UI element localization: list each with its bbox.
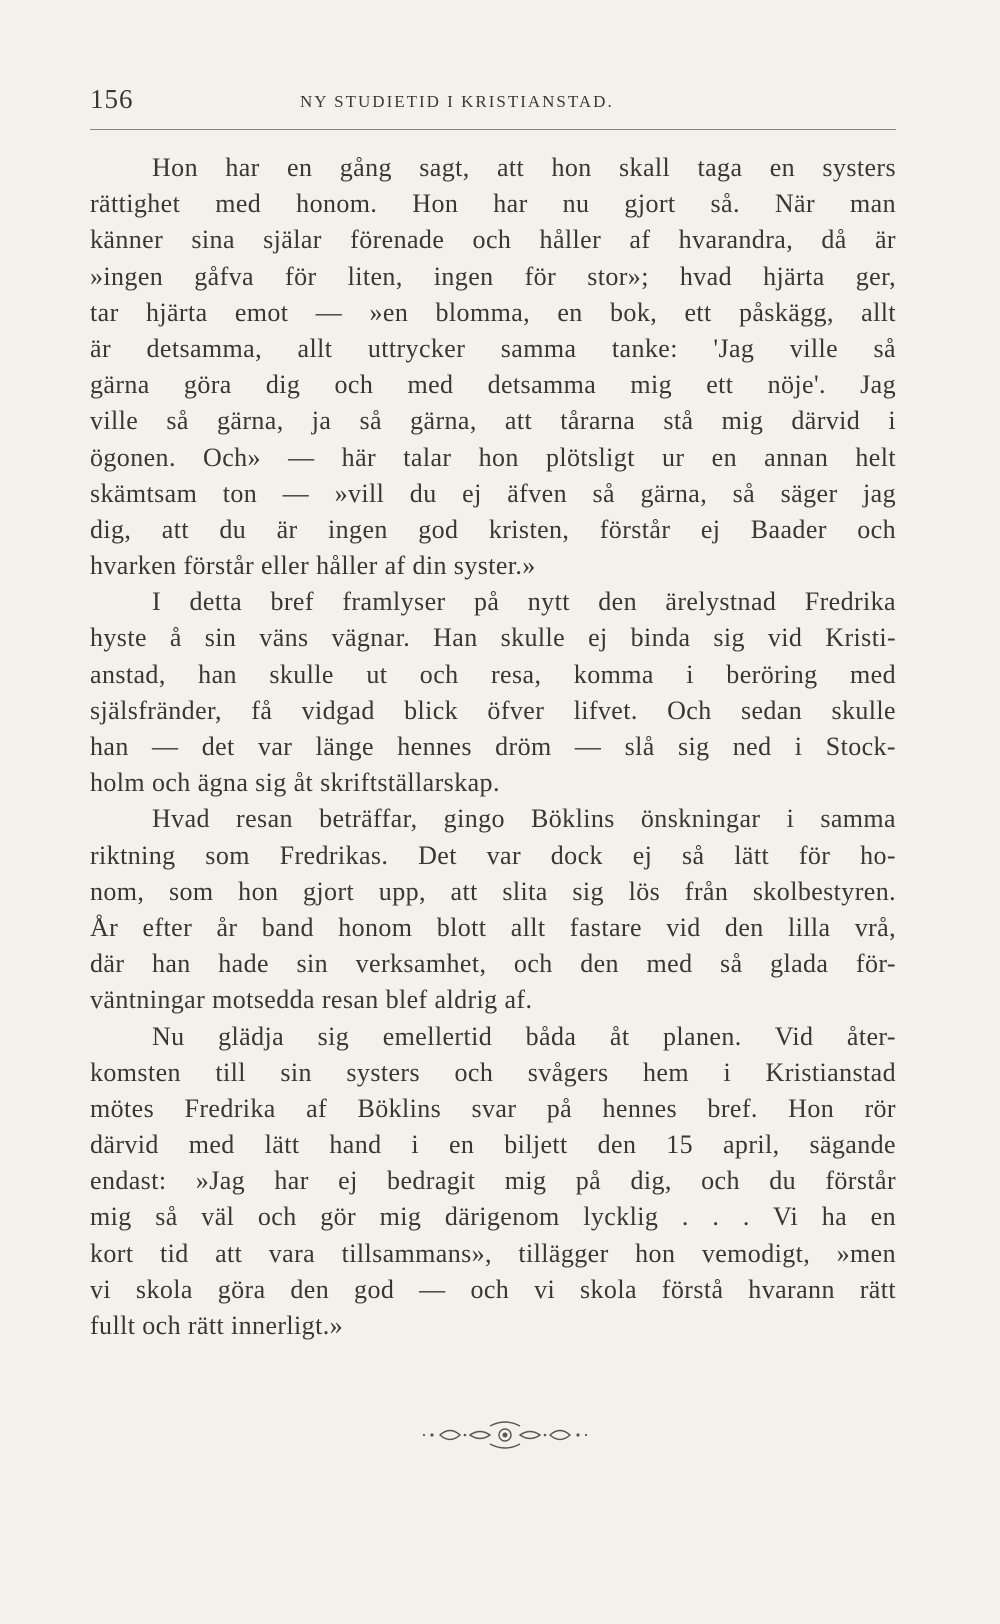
text-line: ville så gärna, ja så gärna, att tårarna stå mig därvid i — [90, 406, 896, 436]
text-line: Hon har en gång sagt, att hon skall taga en systers — [152, 153, 896, 182]
text-line: fullt och rätt innerligt.» — [90, 1311, 344, 1340]
text-line: rättighet med honom. Hon har nu gjort så. När man — [90, 189, 896, 219]
text-line: han — det var länge hennes dröm — slå sig ned i Stock- — [90, 732, 896, 761]
decorative-vignette-icon — [410, 1420, 600, 1450]
header-rule — [90, 129, 896, 130]
text-line: riktning som Fredrikas. Det var dock ej så lätt för ho- — [90, 840, 896, 870]
text-line: hyste å sin väns vägnar. Han skulle ej binda sig vid Kristi- — [90, 623, 896, 653]
text-line: komsten till sin systers och svågers hem i Kristianstad — [90, 1057, 896, 1087]
text-line: känner sina själar förenade och håller af hvarandra, då är — [90, 225, 896, 255]
running-title: NY STUDIETID I KRISTIANSTAD. — [300, 92, 614, 111]
body-text — [90, 150, 896, 1344]
text-line: kort tid att vara tillsammans», tillägger hon vemodigt, »men — [90, 1238, 896, 1268]
text-line: mötes Fredrika af Böklins svar på hennes bref. Hon rör — [90, 1093, 896, 1123]
text-line: där han hade sin verksamhet, och den med så glada för- — [90, 949, 896, 979]
text-line: väntningar motsedda resan blef aldrig af. — [90, 985, 533, 1015]
text-line: holm och ägna sig åt skriftställarskap. — [90, 768, 500, 798]
text-line: År efter år band honom blott allt fastare vid den lilla vrå, — [90, 912, 896, 942]
text-line: Nu glädja sig emellertid båda åt planen. Vid åter- — [152, 1021, 896, 1051]
page-header — [90, 84, 896, 118]
text-line: är detsamma, allt uttrycker samma tanke: 'Jag ville så — [90, 333, 896, 363]
text-line: tar hjärta emot — »en blomma, en bok, ett påskägg, allt — [90, 297, 896, 327]
text-line: därvid med lätt hand i en biljett den 15 april, sägande — [90, 1130, 896, 1160]
text-line: skämtsam ton — »vill du ej äfven så gärna, så säger jag — [90, 478, 896, 508]
text-line: endast: »Jag har ej bedragit mig på dig, och du förstår — [90, 1166, 896, 1196]
text-line: nom, som hon gjort upp, att slita sig lös från skolbestyren. — [90, 876, 896, 906]
text-line: anstad, han skulle ut och resa, komma i beröring med — [90, 659, 896, 689]
text-line: »ingen gåfva för liten, ingen för stor»; hvad hjärta ger, — [90, 261, 896, 291]
text-line: I detta bref framlyser på nytt den ärelystnad Fredrika — [152, 587, 896, 617]
text-line: dig, att du är ingen god kristen, förstår ej Baader och — [90, 514, 896, 544]
text-line: vi skola göra den god — och vi skola förstå hvarann rätt — [90, 1274, 896, 1304]
text-line: hvarken förstår eller håller af din syster.» — [90, 551, 536, 581]
page-number: 156 — [90, 84, 134, 114]
text-line: mig så väl och gör mig därigenom lycklig . . . Vi ha en — [90, 1202, 896, 1232]
text-line: ögonen. Och» — här talar hon plötsligt ur en annan helt — [90, 442, 896, 472]
text-line: gärna göra dig och med detsamma mig ett nöje'. Jag — [90, 370, 896, 400]
text-line: själsfränder, få vidgad blick öfver lifvet. Och sedan skulle — [90, 695, 896, 725]
text-line: Hvad resan beträffar, gingo Böklins önskningar i samma — [152, 804, 896, 834]
